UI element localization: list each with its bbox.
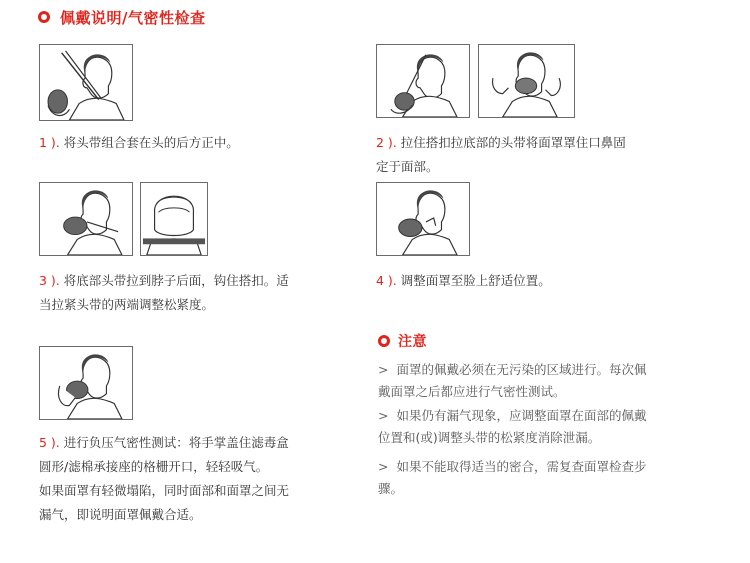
step-number: 2 ). [376,135,397,150]
step-description-line: 漏气，即说明面罩佩戴合适。 [39,507,202,522]
step-description-line: 当拉紧头带的两端调整松紧度。 [39,297,215,312]
notes-title: 注意 [398,334,427,350]
note-3 [378,456,708,500]
step-description-line: 进行负压气密性测试：将手掌盖住滤毒盒 [63,435,289,450]
step-description-line: 拉住搭扣拉底部的头带将面罩罩住口鼻固 [400,135,626,150]
step-number: 1 ). [39,135,60,150]
note-line: 如果仍有漏气现象，应调整面罩在面部的佩戴 [396,408,647,423]
note-line: 位置和(或)调整头带的松紧度消除泄漏。 [378,430,601,445]
chevron-right-icon: > [378,459,389,474]
note-line: 骤。 [378,481,404,496]
illustration-step-2b [478,44,575,118]
page-title: 佩戴说明/气密性检查 [60,8,206,27]
note-line: 如果不能取得适当的密合，需复查面罩检查步 [396,459,647,474]
illustration-step-3a [39,182,133,256]
note-line: 面罩的佩戴必须在无污染的区域进行。每次佩 [396,362,647,377]
circle-icon [38,11,50,23]
step-number: 5 ). [39,435,60,450]
note-2 [378,405,708,449]
note-line: 戴面罩之后都应进行气密性测试。 [378,384,566,399]
step-number: 4 ). [376,273,397,288]
notes-heading [378,330,427,352]
step-3-text [39,269,359,317]
step-number: 3 ). [39,273,60,288]
step-5-text [39,431,359,527]
step-description: 调整面罩至脸上舒适位置。 [400,273,551,288]
step-description-line: 如果面罩有轻微塌陷，同时面部和面罩之间无 [39,483,290,498]
circle-icon [378,335,390,347]
chevron-right-icon: > [378,408,389,423]
step-1-text [39,131,239,155]
illustration-step-2a [376,44,470,118]
section-title [38,6,205,28]
note-1 [378,359,708,403]
illustration-step-5 [39,346,133,420]
chevron-right-icon: > [378,362,389,377]
step-description-line: 定于面部。 [376,159,439,174]
step-4-text [376,269,551,293]
step-2-text [376,131,706,179]
step-description: 将头带组合套在头的后方正中。 [63,135,239,150]
step-description-line: 将底部头带拉到脖子后面，钩住搭扣。适 [63,273,289,288]
step-description-line: 圆形/滤棉承接座的格栅开口，轻轻吸气。 [39,459,269,474]
illustration-step-3b [140,182,208,256]
illustration-step-4 [376,182,470,256]
illustration-step-1 [39,44,133,121]
